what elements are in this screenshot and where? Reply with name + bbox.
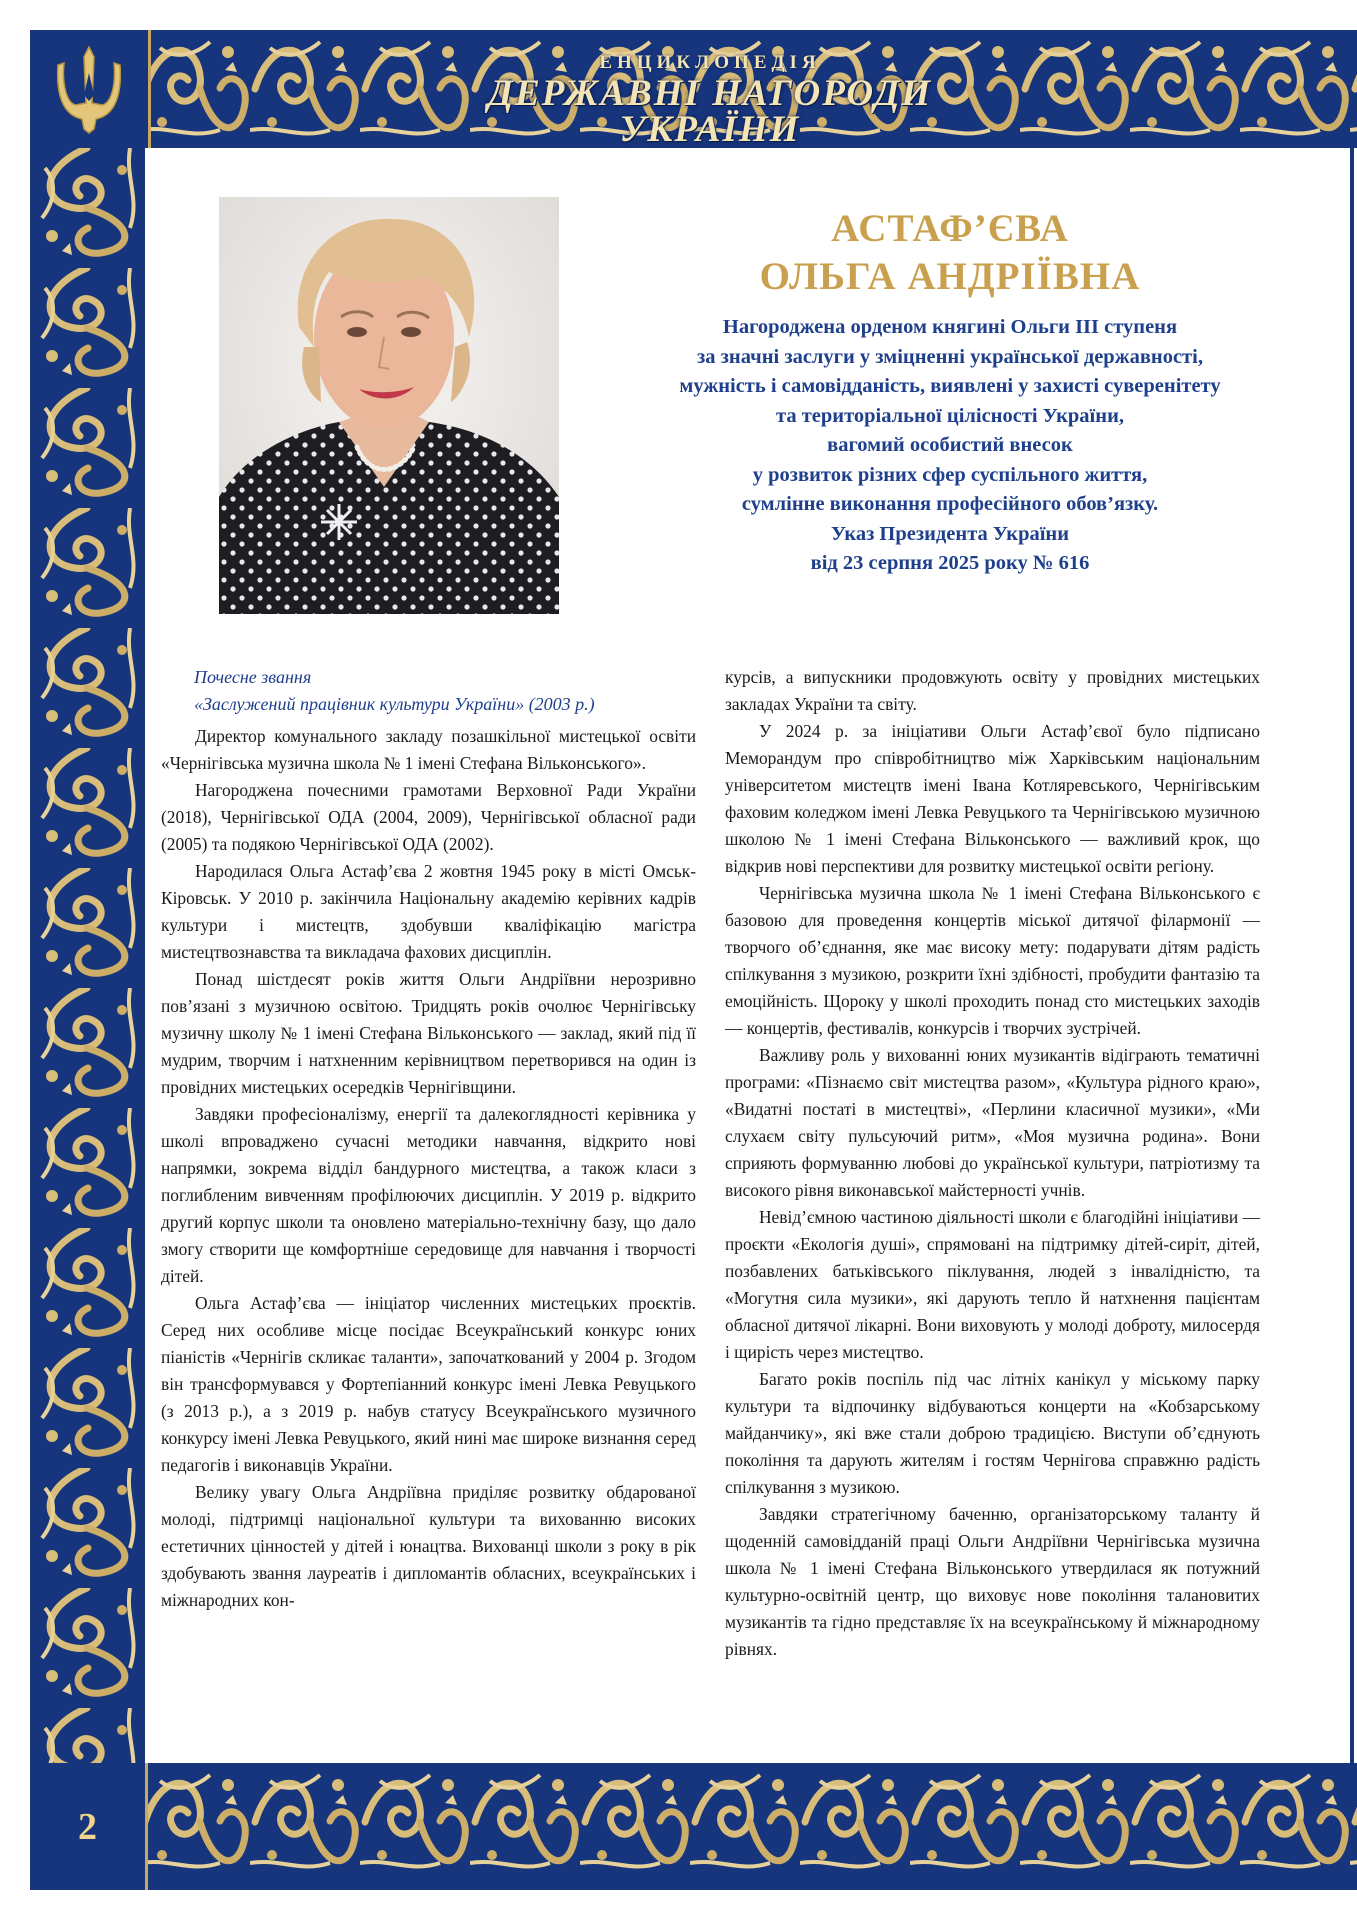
paragraph: Ольга Астаф’єва — ініціатор численних мистецьких проєктів. Серед них особливе місце посідає Всеукраїнський конкурс юних піаністів «Чернігів скликає таланти», започаткований у 2004 р. Згодом він трансформувався у Фортепіанний конкурс імені Левка Ревуцького (з 2013 р.), а з 2019 р. набув статусу Всеукраїнського музичного конкурсу імені Левка Ревуцького, який нині має широке визнання серед педагогів і виконавців України. <box>161 1293 696 1475</box>
right-border-line <box>1350 148 1354 1763</box>
trident-emblem <box>30 30 151 148</box>
award-line: від 23 серпня 2025 року № 616 <box>810 552 1090 574</box>
masthead-title-line2: УКРАЇНИ <box>619 109 801 150</box>
page-number-box <box>30 1763 148 1890</box>
award-line: вагомий особистий внесок <box>827 434 1073 456</box>
encyclopedia-label: ЕНЦИКЛОПЕДІЯ <box>599 52 821 73</box>
portrait-photo <box>219 197 559 614</box>
paragraph: Важливу роль у вихованні юних музикантів відіграють тематичні програми: «Пізнаємо світ мистецтва разом», «Культура рідного краю», «Видатні постаті в мистецтві», «Перлини класичної музики», «Ми слухаєм світу пульсуючий ритм», «Моя музична родина». Вони сприяють формуванню любові до української культури, патріотизму та високого рівня виконавської майстерності учнів. <box>725 1045 1260 1200</box>
paragraph: Велику увагу Ольга Андріївна приділяє розвитку обдарованої молоді, підтримці національної культури та вихованню високих естетичних цінностей у дітей і юнацтва. Вихованці школи з року в рік здобувають звання лауреатів і дипломантів обласних, всеукраїнських і міжнародних кон- <box>161 1482 696 1610</box>
award-citation <box>600 313 1300 579</box>
paragraph: Понад шістдесят років життя Ольги Андріївни нерозривно пов’язані з музичною освітою. Тридцять років очолює Чернігівську музичну школу № 1 імені Стефана Вільконського — заклад, який під її мудрим, творчим і натхненним керівництвом перетворився на один із провідних мистецьких осередків Чернігівщини. <box>161 969 696 1097</box>
trident-icon <box>54 43 124 135</box>
bottom-ornament-border <box>30 1763 1357 1890</box>
award-line: Указ Президента України <box>830 522 1070 545</box>
honorary-title <box>194 664 714 718</box>
paragraph: Завдяки професіоналізму, енергії та далекоглядності керівника у школі впроваджено сучасні методики навчання, відкрито нові напрямки, зокрема відділ бандурного мистецтва, а також класи з поглибленим вивченням профілюючих дисциплін. У 2019 р. відкрито другий корпус школи та оновлено матеріально-технічну базу, що дало змогу створити ще комфортніше середовище для навчання і творчості дітей. <box>161 1104 696 1286</box>
award-line: за значні заслуги у зміцненні української державності, <box>697 345 1203 368</box>
award-line: у розвиток різних сфер суспільного життя, <box>752 463 1148 486</box>
award-line: сумлінне виконання професійного обов’язку. <box>741 493 1159 515</box>
article-column-2 <box>725 664 1260 1663</box>
paragraph: Нагороджена почесними грамотами Верховної Ради України (2018), Чернігівської ОДА (2004, 2009), Чернігівської обласної ради (2005) та подякою Чернігівської ОДА (2002). <box>161 780 696 854</box>
paragraph: Директор комунального закладу позашкільної мистецької освіти «Чернігівська музична школа № 1 імені Стефана Вільконського». <box>161 726 696 773</box>
article-column-1 <box>161 723 696 1614</box>
masthead-title-line1: ДЕРЖАВНІ НАГОРОДИ <box>487 73 933 114</box>
person-given-names: ОЛЬГА АНДРІЇВНА <box>759 255 1141 298</box>
honorary-title-label: Почесне звання <box>194 667 312 687</box>
paragraph: Невід’ємною частиною діяльності школи є благодійні ініціативи — проєкти «Екологія душі», спрямовані на підтримку дітей-сиріт, дітей, позбавлених батьківського піклування, людей з інвалідністю, та «Могутня сила музики», які дарують тепло й натхнення пацієнтам обласної дитячої лікарні. Вони виховують у молоді доброту, милосердя і щирість через мистецтво. <box>725 1207 1260 1362</box>
award-line: та територіальної цілісності України, <box>776 404 1124 427</box>
honorary-title-name: «Заслужений працівник культури України» (2003 р.) <box>194 694 595 714</box>
portrait-illustration <box>219 197 559 614</box>
paragraph: У 2024 р. за ініціативи Ольги Астаф’євої було підписано Меморандум про співробітництво між Харківським національним університетом мистецтв імені Івана Котляревського, Чернігівським фаховим коледжом імені Левка Ревуцького та Чернігівською музичною школою № 1 імені Стефана Вільконського — важливий крок, що відкрив нові перспективи для розвитку мистецької освіти регіону. <box>725 721 1260 876</box>
paragraph: Чернігівська музична школа № 1 імені Стефана Вільконського є базовою для проведення концертів міської дитячої філармонії — творчого об’єднання, яке має високу мету: подарувати дітям радість спілкування з музикою, розкрити їхні здібності, пробудити фантазію та емоційність. Щороку у школі проходить понад сто мистецьких заходів — концертів, фестивалів, конкурсів і творчих зустрічей. <box>725 883 1260 1038</box>
page-number: 2 <box>78 1805 97 1848</box>
award-line: Нагороджена орденом княгині Ольги ІІІ ступеня <box>722 316 1178 338</box>
person-name <box>650 205 1250 301</box>
paragraph-continuation: курсів, а випускники продовжують освіту у провідних мистецьких закладах України та світу. <box>725 667 1260 714</box>
award-line: мужність і самовідданість, виявлені у захисті суверенітету <box>679 375 1221 397</box>
person-surname: АСТАФ’ЄВА <box>831 207 1069 250</box>
masthead <box>470 36 950 150</box>
paragraph: Завдяки стратегічному баченню, організаторському таланту й щоденній самовідданій праці Ольги Андріївни Чернігівська музична школа № 1 імені Стефана Вільконського утвердилася як потужний культурно-освітній центр, що виховує нове покоління талановитих музикантів та гідно представляє їх на всеукраїнському й міжнародному рівнях. <box>725 1504 1260 1659</box>
paragraph: Багато років поспіль під час літніх канікул у міському парку культури та відпочинку відбуваються концерти на «Кобзарському майданчику», які вже стали доброю традицією. Виступи об’єднують покоління та дарують жителям і гостям Чернігова справжню радість спілкування з музикою. <box>725 1369 1260 1497</box>
left-ornament-border <box>30 148 145 1763</box>
paragraph: Народилася Ольга Астаф’єва 2 жовтня 1945 року в місті Омськ-Кіровськ. У 2010 р. закінчила Національну академію керівних кадрів культури і мистецтв, здобувши кваліфікацію магістра мистецтвознавства та викладача фахових дисциплін. <box>161 861 696 962</box>
